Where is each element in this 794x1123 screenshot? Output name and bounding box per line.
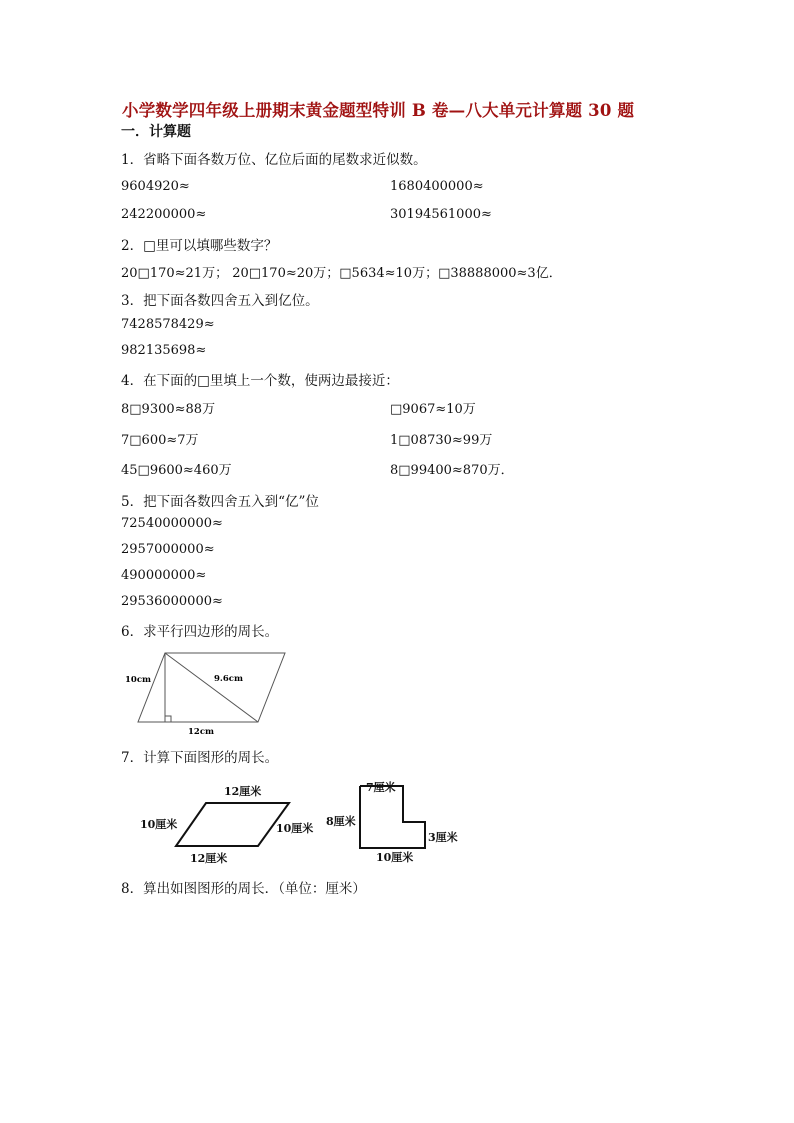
label-side: 10cm bbox=[125, 675, 151, 685]
question-7-prompt: 7．计算下面图形的周长。 bbox=[121, 750, 279, 766]
q1-item: 9604920≈ bbox=[121, 179, 190, 194]
page-title: 小学数学四年级上册期末黄金题型特训 B 卷—八大单元计算题 30 题 bbox=[122, 101, 635, 120]
q4-item: □9067≈10万 bbox=[390, 402, 476, 417]
q2-line: 20□170≈21万； 20□170≈20万；□5634≈10万；□38888000≈3亿． bbox=[121, 266, 562, 281]
question-8-prompt: 8．算出如图图形的周长．（单位：厘米） bbox=[121, 881, 366, 897]
label-diagonal: 9.6cm bbox=[214, 674, 243, 684]
q5-item: 72540000000≈ bbox=[121, 516, 223, 531]
lshape-top-label: 7厘米 bbox=[366, 781, 396, 794]
lshape-bottom-label: 10厘米 bbox=[376, 851, 414, 864]
para-top-label: 12厘米 bbox=[224, 785, 262, 798]
q1-item: 30194561000≈ bbox=[390, 207, 492, 222]
question-4-prompt: 4．在下面的□里填上一个数，使两边最接近： bbox=[121, 373, 399, 389]
q5-item: 490000000≈ bbox=[121, 568, 207, 583]
question-6-prompt: 6．求平行四边形的周长。 bbox=[121, 624, 279, 640]
para-right-label: 10厘米 bbox=[276, 822, 314, 835]
question-1-prompt: 1．省略下面各数万位、亿位后面的尾数求近似数。 bbox=[121, 152, 427, 168]
question-3-prompt: 3．把下面各数四舍五入到亿位。 bbox=[121, 293, 319, 309]
q7-figures bbox=[136, 776, 466, 868]
q4-item: 8□9300≈88万 bbox=[121, 402, 216, 417]
parallelogram-shape bbox=[176, 803, 289, 846]
lshape-right-label: 3厘米 bbox=[428, 831, 458, 844]
para-bottom-label: 12厘米 bbox=[190, 852, 228, 865]
q4-item: 8□99400≈870万． bbox=[390, 463, 514, 478]
question-5-prompt: 5．把下面各数四舍五入到“亿”位 bbox=[121, 494, 319, 510]
q3-item: 982135698≈ bbox=[121, 343, 207, 358]
diagonal-line bbox=[165, 653, 258, 722]
para-left-label: 10厘米 bbox=[140, 818, 178, 831]
q4-item: 45□9600≈460万 bbox=[121, 463, 232, 478]
q3-item: 7428578429≈ bbox=[121, 317, 215, 332]
question-2-prompt: 2．□里可以填哪些数字？ bbox=[121, 238, 278, 254]
right-angle-mark bbox=[165, 716, 171, 722]
q4-item: 1□08730≈99万 bbox=[390, 433, 493, 448]
section-heading: 一．计算题 bbox=[121, 124, 191, 140]
l-shape bbox=[360, 786, 425, 848]
label-base: 12cm bbox=[188, 727, 214, 737]
q5-item: 2957000000≈ bbox=[121, 542, 215, 557]
lshape-left-label: 8厘米 bbox=[326, 815, 356, 828]
q4-item: 7□600≈7万 bbox=[121, 433, 199, 448]
q1-item: 242200000≈ bbox=[121, 207, 207, 222]
parallelogram-figure bbox=[118, 648, 298, 743]
q5-item: 29536000000≈ bbox=[121, 594, 223, 609]
q1-item: 1680400000≈ bbox=[390, 179, 484, 194]
